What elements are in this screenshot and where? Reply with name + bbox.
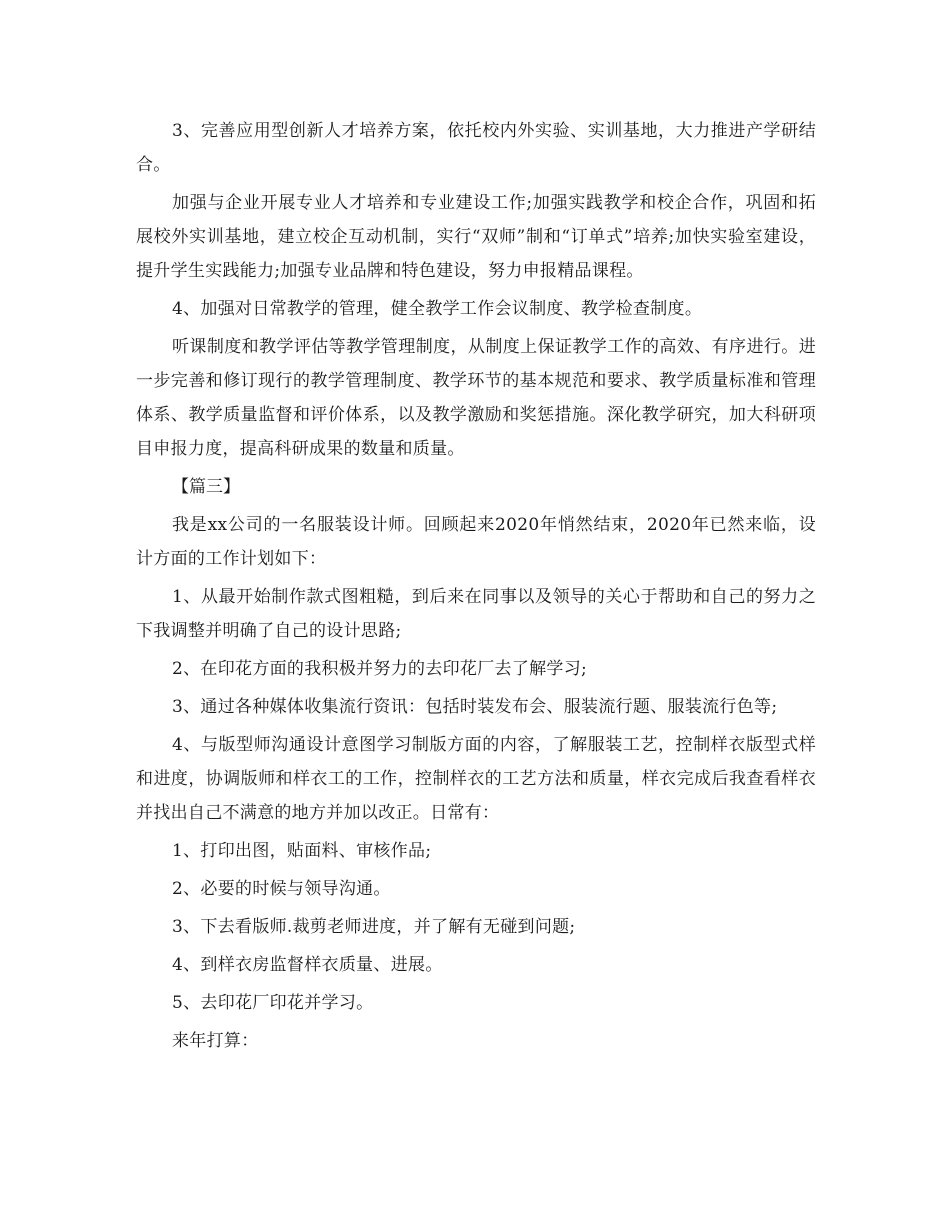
paragraph: 加强与企业开展专业人才培养和专业建设工作;加强实践教学和校企合作，巩固和拓展校外实训基地，建立校企互动机制，实行“双师”制和“订单式”培养;加快实验室建设，提升学生实践能力;加强专业品牌和特色建设，努力申报精品课程。 (136, 193, 816, 281)
paragraph: 来年打算： (172, 1031, 259, 1051)
paragraph: 1、从最开始制作款式图粗糙，到后来在同事以及领导的关心于帮助和自己的努力之下我调整并明确了自己的设计思路; (136, 587, 816, 641)
paragraph: 3、下去看版师.裁剪老师进度，并了解有无碰到问题; (172, 917, 576, 937)
paragraph: 3、通过各种媒体收集流行资讯：包括时装发布会、服装流行题、服装流行色等; (172, 697, 778, 717)
paragraph: 我是xx公司的一名服装设计师。回顾起来2020年悄然结束，2020年已然来临，设计方面的工作计划如下： (136, 515, 816, 569)
paragraph: 5、去印花厂印花并学习。 (172, 993, 374, 1013)
document-page (136, 114, 816, 1062)
paragraph: 2、在印花方面的我积极并努力的去印花厂去了解学习; (172, 659, 588, 679)
paragraph: 4、与版型师沟通设计意图学习制版方面的内容，了解服装工艺，控制样衣版型式样和进度，协调版师和样衣工的工作，控制样衣的工艺方法和质量，样衣完成后我查看样衣并找出自己不满意的地方并加以改正。日常有： (136, 735, 816, 823)
section-title: 【篇三】 (172, 477, 240, 497)
paragraph: 听课制度和教学评估等教学管理制度，从制度上保证教学工作的高效、有序进行。进一步完善和修订现行的教学管理制度、教学环节的基本规范和要求、教学质量标准和管理体系、教学质量监督和评价体系，以及教学激励和奖惩措施。深化教学研究，加大科研项目申报力度，提高科研成果的数量和质量。 (136, 337, 816, 459)
paragraph: 2、必要的时候与领导沟通。 (172, 879, 391, 899)
paragraph: 1、打印出图，贴面料、审核作品; (172, 841, 432, 861)
paragraph: 4、到样衣房监督样衣质量、进展。 (172, 955, 443, 975)
paragraph: 4、加强对日常教学的管理，健全教学工作会议制度、教学检查制度。 (172, 299, 703, 319)
paragraph: 3、完善应用型创新人才培养方案，依托校内外实验、实训基地，大力推进产学研结合。 (136, 121, 816, 175)
